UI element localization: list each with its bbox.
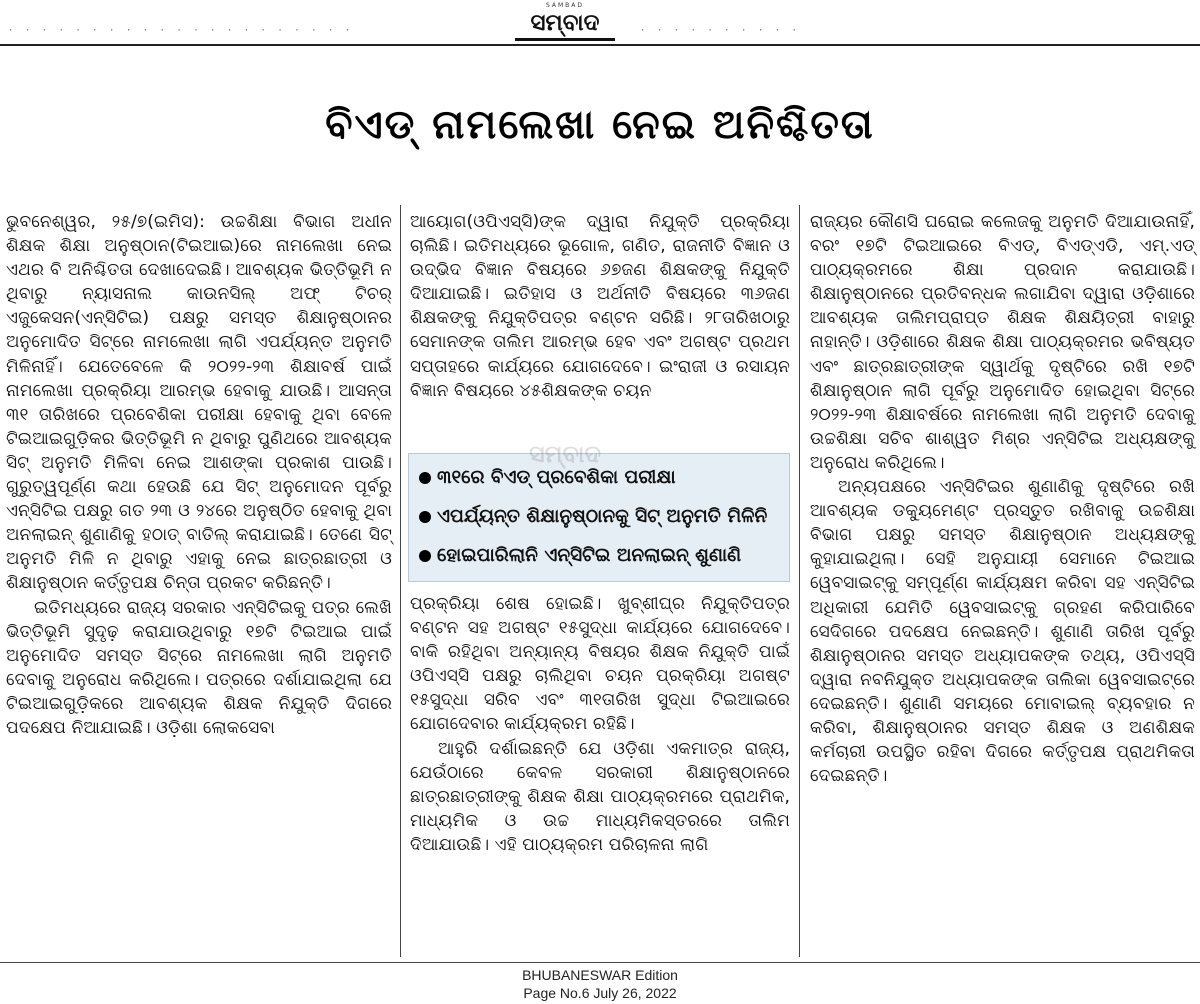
highlight-item	[419, 538, 741, 574]
logo-tagline: SAMBAD	[545, 2, 585, 9]
column2-paragraph-1: ପ୍ରକ୍ରିୟା ଶେଷ ହୋଇଛି। ଖୁବ୍‌ଶୀଘ୍ର ନିଯୁକ୍ତିପତ୍ର ବଣ୍ଟନ ସହ ଅଗଷ୍ଟ ୧୫ସୁଦ୍ଧା କାର୍ଯ୍ୟରେ ଯୋଗଦେବେ। ବାକି ରହିଥିବା ଅନ୍ୟାନ୍ୟ ବିଷୟର ଶିକ୍ଷକ ନିଯୁକ୍ତି ପାଇଁ ଓପିଏସ୍‌ସି ପକ୍ଷରୁ ଚାଲିଥିବା ଚୟନ ପ୍ରକ୍ରିୟା ଅଗଷ୍ଟ ୧୫ସୁଦ୍ଧା ସରିବ ଏବଂ ୩୧ତାରିଖ ସୁଦ୍ଧା ଟିଇଆଇରେ ଯୋଗଦେବାର କାର୍ଯ୍ୟକ୍ରମ ରହିଛି।	[410, 594, 790, 735]
logo-name: ସମ୍ବାଦ	[530, 10, 600, 36]
masthead-clipped-text-left: · · · · · · · · · · · · · · · · · · · · ·	[8, 26, 354, 36]
column2-paragraph-2: ଆହୁରି ଦର୍ଶାଇଛନ୍ତି ଯେ ଓଡ଼ିଶା ଏକମାତ୍ର ରାଜ୍ୟ, ଯେଉଁଠାରେ କେବଳ ସରକାରୀ ଶିକ୍ଷାନୁଷ୍ଠାନରେ ଛାତ୍ରଛାତ୍ରୀଙ୍କୁ ଶିକ୍ଷକ ଶିକ୍ଷା ପାଠ୍ୟକ୍ରମରେ ପ୍ରାଥମିକ, ମାଧ୍ୟମିକ ଓ ଉଚ୍ଚ ମାଧ୍ୟମିକସ୍ତରରେ ତାଲିମ ଦିଆଯାଉଛି। ଏହି ପାଠ୍ୟକ୍ରମ ପରିଚାଳନା ଲାଗି	[410, 738, 790, 855]
article-column-2-bottom	[410, 592, 790, 954]
publisher-watermark: ସମ୍ବାଦ	[529, 440, 601, 468]
masthead-clipped-text-right: · · · · · · · · · ·	[640, 26, 800, 36]
masthead-strip	[0, 0, 1200, 46]
column1-paragraph-2: ଇତିମଧ୍ୟରେ ରାଜ୍ୟ ସରକାର ଏନ୍‌ସିଟିଇକୁ ପତ୍ର ଲେଖି ଭିତ୍ତିଭୂମି ସୁଦୃଢ଼ କରାଯାଉଥିବାରୁ ୧୭ଟି ଟିଇଆଇ ପାଇଁ ଅନୁମୋଦିତ ସମସ୍ତ ସିଟ୍‌ରେ ନାମଲେଖା ଲାଗି ଅନୁମତି ଦେବାକୁ ଅନୁରୋଧ କରିଥିଲେ। ପତ୍ରରେ ଦର୍ଶାଯାଇଥିଲା ଯେ ଟିଇଆଇଗୁଡ଼ିକରେ ଆବଶ୍ୟକ ଶିକ୍ଷକ ନିଯୁକ୍ତି ଦିଗରେ ପଦକ୍ଷେପ ନିଆଯାଇଛି। ଓଡ଼ିଶା ଲୋକସେବା	[6, 597, 392, 738]
footer-rule	[0, 962, 1200, 963]
column2-paragraph-top: ଆୟୋଗ(ଓପିଏସ୍‌ସି)ଙ୍କ ଦ୍ୱାରା ନିଯୁକ୍ତି ପ୍ରକ୍ରିୟା ଚାଲିଛି। ଇତିମଧ୍ୟରେ ଭୂଗୋଳ, ଗଣିତ, ରାଜନୀତି ବିଜ୍ଞାନ ଓ ଉଦ୍ଭିଦ ବିଜ୍ଞାନ ବିଷୟରେ ୬୭ଜଣ ଶିକ୍ଷକଙ୍କୁ ନିଯୁକ୍ତି ଦିଆଯାଇଛି। ଇତିହାସ ଓ ଅର୍ଥନୀତି ବିଷୟରେ ୩୬ଜଣ ଶିକ୍ଷକଙ୍କୁ ନିଯୁକ୍ତିପତ୍ର ବଣ୍ଟନ ସରିଛି। ୨୮ତାରିଖଠାରୁ ସେମାନଙ୍କ ତାଲିମ ଆରମ୍ଭ ହେବ ଏବଂ ଅଗଷ୍ଟ ପ୍ରଥମ ସପ୍ତାହରେ କାର୍ଯ୍ୟରେ ଯୋଗଦେବେ। ଇଂରାଜୀ ଓ ରସାୟନ ବିଜ୍ଞାନ ବିଷୟରେ ୪୫ଶିକ୍ଷକଙ୍କ ଚୟନ	[410, 212, 790, 401]
newspaper-logo	[515, 2, 615, 41]
article-headline: ବିଏଡ୍ ନାମଲେଖା ନେଇ ଅନିଶ୍ଚିତତା	[325, 102, 875, 148]
article-column-2-top	[410, 210, 790, 450]
column-divider-right	[799, 205, 800, 957]
article-column-1	[6, 210, 392, 954]
highlight-text: ଏପର୍ଯ୍ୟନ୍ତ ଶିକ୍ଷାନୁଷ୍ଠାନକୁ ସିଟ୍ ଅନୁମତି ମିଳିନି	[437, 506, 768, 527]
edition-name: BHUBANESWAR Edition	[522, 967, 678, 983]
column-divider-left	[400, 205, 401, 957]
page-info: Page No.6 July 26, 2022	[523, 985, 677, 1001]
column3-paragraph-1: ରାଜ୍ୟର କୌଣସି ଘରୋଇ କଲେଜକୁ ଅନୁମତି ଦିଆଯାଉନାହିଁ, ବରଂ ୧୭ଟି ଟିଇଆଇରେ ବିଏଡ୍, ବିଏଡ୍‌ଏଡି, ଏମ୍.ଏଡ୍ ପାଠ୍ୟକ୍ରମରେ ଶିକ୍ଷା ପ୍ରଦାନ କରାଯାଉଛି। ଶିକ୍ଷାନୁଷ୍ଠାନରେ ପ୍ରତିବନ୍ଧକ ଲଗାଯିବା ଦ୍ୱାରା ଓଡ଼ିଶାରେ ଆବଶ୍ୟକ ତାଲିମପ୍ରାପ୍ତ ଶିକ୍ଷକ ଶିକ୍ଷୟିତ୍ରୀ ବାହାରୁ ନାହାନ୍ତି। ଓଡ଼ିଶାରେ ଶିକ୍ଷକ ଶିକ୍ଷା ପାଠ୍ୟକ୍ରମର ଭବିଷ୍ୟତ ଏବଂ ଛାତ୍ରଛାତ୍ରୀଙ୍କ ସ୍ୱାର୍ଥକୁ ଦୃଷ୍ଟିରେ ରଖି ୧୭ଟି ଶିକ୍ଷାନୁଷ୍ଠାନ ଲାଗି ପୂର୍ବରୁ ଅନୁମୋଦିତ ହୋଇଥିବା ସିଟ୍‌ରେ ୨୦୨୨-୨୩ ଶିକ୍ଷାବର୍ଷରେ ନାମଲେଖା ଲାଗି ଅନୁମତି ଦେବାକୁ ଉଚ୍ଚଶିକ୍ଷା ସଚିବ ଶାଶ୍ୱତ ମିଶ୍ର ଏନ୍‌ସିଟିଇ ଅଧ୍ୟକ୍ଷଙ୍କୁ ଅନୁରୋଧ କରିଥିଲେ।	[810, 212, 1195, 473]
column3-paragraph-2: ଅନ୍ୟପକ୍ଷରେ ଏନ୍‌ସିଟିଇର ଶୁଣାଣିକୁ ଦୃଷ୍ଟିରେ ରଖି ଆବଶ୍ୟକ ଡକ୍ୟୁମେଣ୍ଟ ପ୍ରସ୍ତୁତ ରଖିବାକୁ ଉଚ୍ଚଶିକ୍ଷା ବିଭାଗ ପକ୍ଷରୁ ସମସ୍ତ ଶିକ୍ଷାନୁଷ୍ଠାନ ଅଧ୍ୟକ୍ଷଙ୍କୁ କୁହାଯାଇଥିଲା। ସେହି ଅନୁଯାୟୀ ସେମାନେ ଟିଇଆଇ ୱେବସାଇଟ୍‌କୁ ସମ୍ପୂର୍ଣ୍ଣ କାର୍ଯ୍ୟକ୍ଷମ କରିବା ସହ ଏନ୍‌ସିଟିଇ ଅଧିକାରୀ ଯେମିତି ୱେବସାଇଟ୍‌କୁ ଗ୍ରହଣ କରିପାରିବେ ସେଦିଗରେ ପଦକ୍ଷେପ ନେଇଛନ୍ତି। ଶୁଣାଣି ତାରିଖ ପୂର୍ବରୁ ଶିକ୍ଷାନୁଷ୍ଠାନର ସମସ୍ତ ଅଧ୍ୟାପକଙ୍କ ତଥ୍ୟ, ଓପିଏସ୍‌ସି ଦ୍ୱାରା ନବନିଯୁକ୍ତ ଅଧ୍ୟାପକଙ୍କ ତାଲିକା ୱେବସାଇଟ୍‌ରେ ଦେଇଛନ୍ତି। ଶୁଣାଣି ସମୟରେ ମୋବାଇଲ୍ ବ୍ୟବହାର ନ କରିବା, ଶିକ୍ଷାନୁଷ୍ଠାନର ସମସ୍ତ ଶିକ୍ଷକ ଓ ଅଣଶିକ୍ଷକ କର୍ମଚାରୀ ଉପସ୍ଥିତ ରହିବା ଦିଗରେ କର୍ତ୍ତୃପକ୍ଷ ପ୍ରାଥମିକତା ଦେଇଛନ୍ତି।	[810, 477, 1195, 787]
bullet-icon	[419, 550, 431, 562]
column1-paragraph-1: ଭୁବନେଶ୍ୱର, ୨୫/୭(ଇମିସ): ଉଚ୍ଚଶିକ୍ଷା ବିଭାଗ ଅଧୀନ ଶିକ୍ଷକ ଶିକ୍ଷା ଅନୁଷ୍ଠାନ(ଟିଇଆଇ)ରେ ନାମଲେଖା ନେଇ ଏଥର ବି ଅନିଶ୍ଚିତତା ଦେଖାଦେଇଛି। ଆବଶ୍ୟକ ଭିତ୍ତିଭୂମି ନ ଥିବାରୁ ନ୍ୟାସନାଲ କାଉନସିଲ୍ ଅଫ୍ ଟିଚର୍ ଏଜୁକେସନ(ଏନ୍‌ସିଟିଇ) ପକ୍ଷରୁ ସମସ୍ତ ଶିକ୍ଷାନୁଷ୍ଠାନର ଅନୁମୋଦିତ ସିଟ୍‌ରେ ନାମଲେଖା ଲାଗି ଏପର୍ଯ୍ୟନ୍ତ ଅନୁମତି ମିଳିନାହିଁ। ଯେତେବେଳେ କି ୨୦୨୨-୨୩ ଶିକ୍ଷାବର୍ଷ ପାଇଁ ନାମଲେଖା ପ୍ରକ୍ରିୟା ଆରମ୍ଭ ହେବାକୁ ଯାଉଛି। ଆସନ୍ତା ୩୧ ତାରିଖରେ ପ୍ରବେଶିକା ପରୀକ୍ଷା ହେବାକୁ ଥିବା ବେଳେ ଟିଇଆଇଗୁଡ଼ିକର ଭିତ୍ତିଭୂମି ନ ଥିବାରୁ ପୁଣିଥରେ ଆବଶ୍ୟକ ସିଟ୍ ଅନୁମତି ମିଳିବା ନେଇ ଆଶଙ୍କା ପ୍ରକାଶ ପାଉଛି। ଗୁରୁତ୍ୱପୂର୍ଣ୍ଣ କଥା ହେଉଛି ଯେ ସିଟ୍ ଅନୁମୋଦନ ପୂର୍ବରୁ ଏନ୍‌ସିଟିଇ ପକ୍ଷରୁ ଗତ ୨୩ ଓ ୨୪ରେ ଅନୁଷ୍ଠିତ ହେବାକୁ ଥିବା ଅନଲାଇନ୍ ଶୁଣାଣିକୁ ହଠାତ୍ ବାତିଲ୍ କରାଯାଇଛି। ତେଣେ ସିଟ୍ ଅନୁମତି ମିଳି ନ ଥିବାରୁ ଏହାକୁ ନେଇ ଛାତ୍ରଛାତ୍ରୀ ଓ ଶିକ୍ଷାନୁଷ୍ଠାନ କର୍ତ୍ତୃପକ୍ଷ ଚିନ୍ତା ପ୍ରକଟ କରିଛନ୍ତି।	[6, 212, 392, 594]
highlight-text: ହୋଇପାରିଲାନି ଏନ୍‌ସିଟିଇ ଅନଲାଇନ୍ ଶୁଣାଣି	[437, 545, 742, 566]
bullet-icon	[419, 472, 431, 484]
highlight-item	[419, 499, 767, 535]
article-column-3	[810, 210, 1195, 954]
highlight-text: ୩୧ରେ ବିଏଡ୍ ପ୍ରବେଶିକା ପରୀକ୍ଷା	[437, 467, 676, 488]
bullet-icon	[419, 511, 431, 523]
edition-footer	[0, 966, 1200, 1002]
